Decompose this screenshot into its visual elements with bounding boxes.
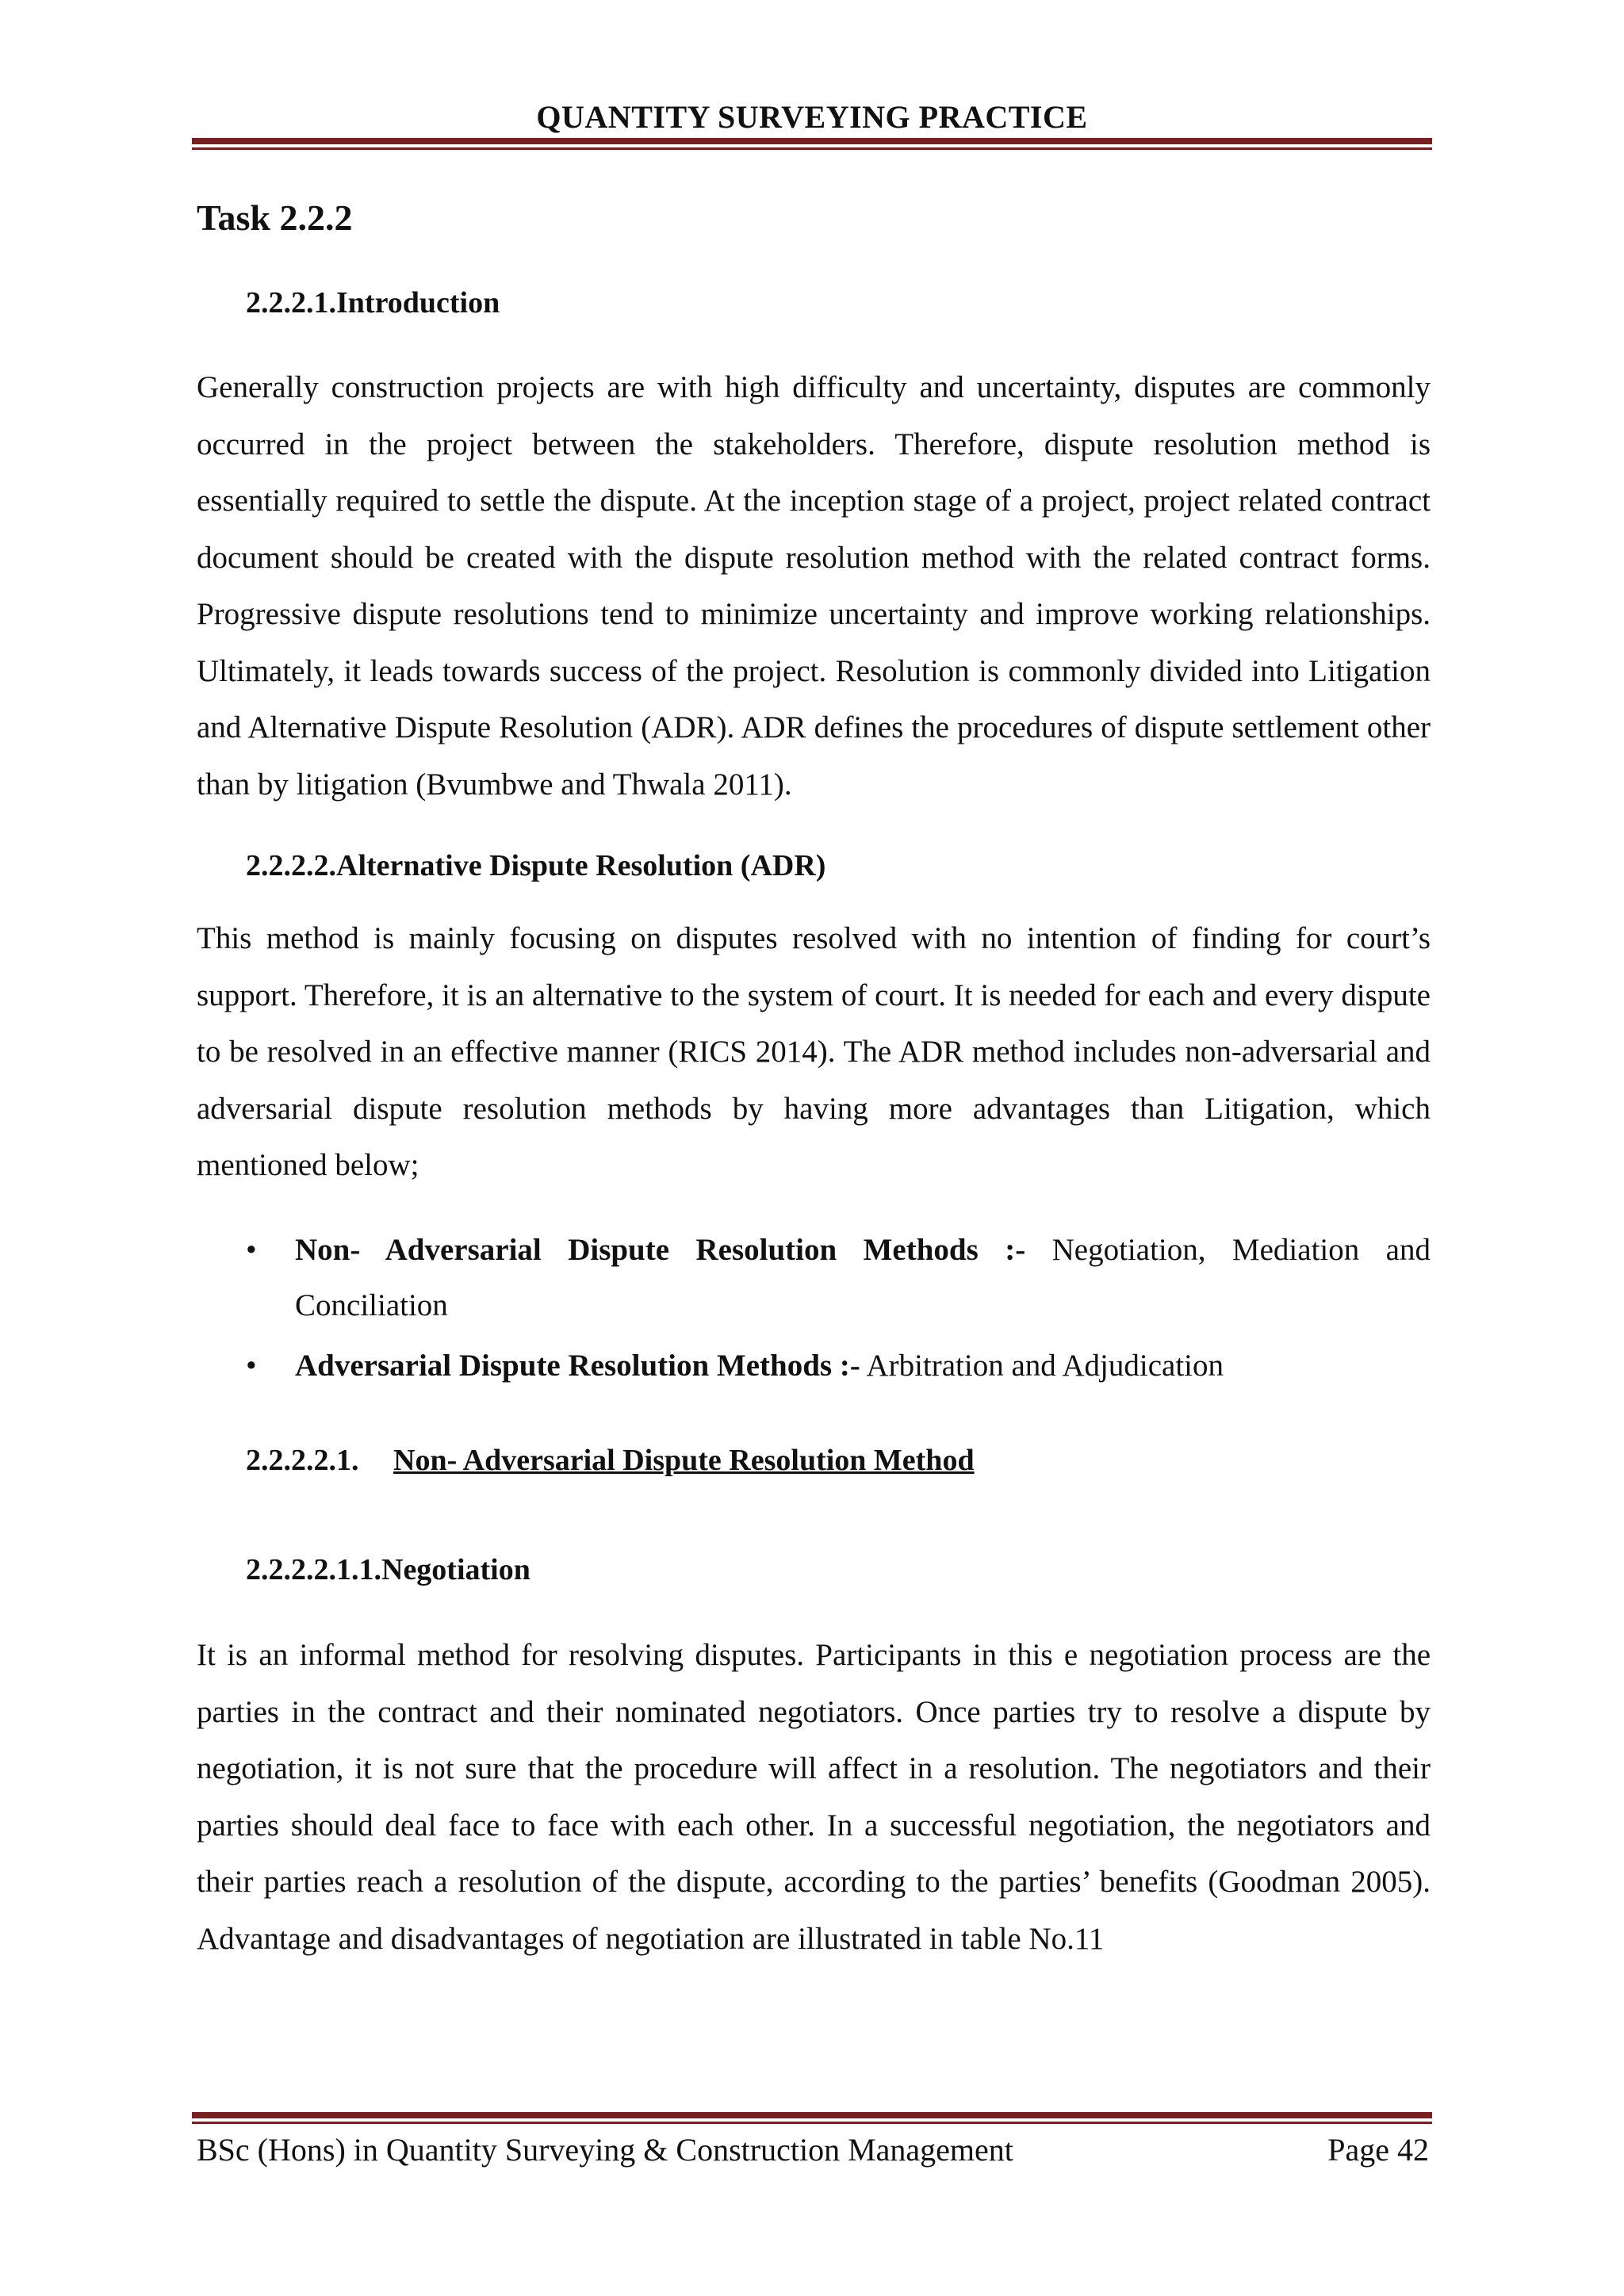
non-adversarial-section-number: 2.2.2.2.1. — [246, 1444, 359, 1477]
negotiation-paragraph: It is an informal method for resolving disputes. Participants in this e negotiation process are the parties in the contract and their nominated negotiators. Once parties try to resolve a dispute by negotiation, it is not sure that the procedure will affect in a resolution. The negotiators and their parties should deal face to face with each other. In a successful negotiation, the negotiators and their parties reach a resolution of the dispute, according to the parties’ benefits (Goodman 2005). Advantage and disadvantages of negotiation are illustrated in table No.11 — [197, 1638, 1431, 1956]
footer-course-title: BSc (Hons) in Quantity Surveying & Construction Management — [197, 2132, 1013, 2168]
bullet-icon: • — [246, 1349, 257, 1383]
header-title: QUANTITY SURVEYING PRACTICE — [536, 99, 1088, 135]
adr-paragraph: This method is mainly focusing on disputes resolved with no intention of finding for court’s support. Therefore, it is an alternative to the system of court. It is needed for each and every dispute to be resolved in an effective manner (RICS 2014). The ADR method includes non-adversarial and adversarial dispute resolution methods by having more advantages than Litigation, which mentioned below; — [197, 921, 1431, 1182]
list-item-label: Adversarial Dispute Resolution Methods :- — [295, 1349, 860, 1383]
list-item-text: Negotiation, Mediation and Conciliation — [295, 1233, 1431, 1322]
introduction-heading: 2.2.2.1.Introduction — [246, 286, 500, 320]
adr-heading: 2.2.2.2.Alternative Dispute Resolution (ADR) — [246, 849, 826, 882]
non-adversarial-section-title: Non- Adversarial Dispute Resolution Method — [393, 1444, 975, 1477]
page-number: Page 42 — [1327, 2132, 1429, 2168]
footer-rule — [192, 2112, 1432, 2124]
list-item — [197, 1223, 1431, 1334]
header-rule — [192, 138, 1432, 150]
list-item-text: Arbitration and Adjudication — [860, 1349, 1224, 1383]
bullet-icon: • — [246, 1233, 257, 1267]
task-title: Task 2.2.2 — [197, 197, 353, 238]
list-item-label: Non- Adversarial Dispute Resolution Methods :- — [295, 1233, 1026, 1267]
adr-method-list — [197, 1223, 1431, 1394]
list-item — [197, 1338, 1431, 1394]
introduction-paragraph: Generally construction projects are with high difficulty and uncertainty, disputes are commonly occurred in the project between the stakeholders. Therefore, dispute resolution method is essentially required to settle the dispute. At the inception stage of a project, project related contract document should be created with the dispute resolution method with the related contract forms. Progressive dispute resolutions tend to minimize uncertainty and improve working relationships. Ultimately, it leads towards success of the project. Resolution is commonly divided into Litigation and Alternative Dispute Resolution (ADR). ADR defines the procedures of dispute settlement other than by litigation (Bvumbwe and Thwala 2011). — [197, 370, 1431, 802]
negotiation-heading: 2.2.2.2.1.1.Negotiation — [246, 1553, 530, 1586]
